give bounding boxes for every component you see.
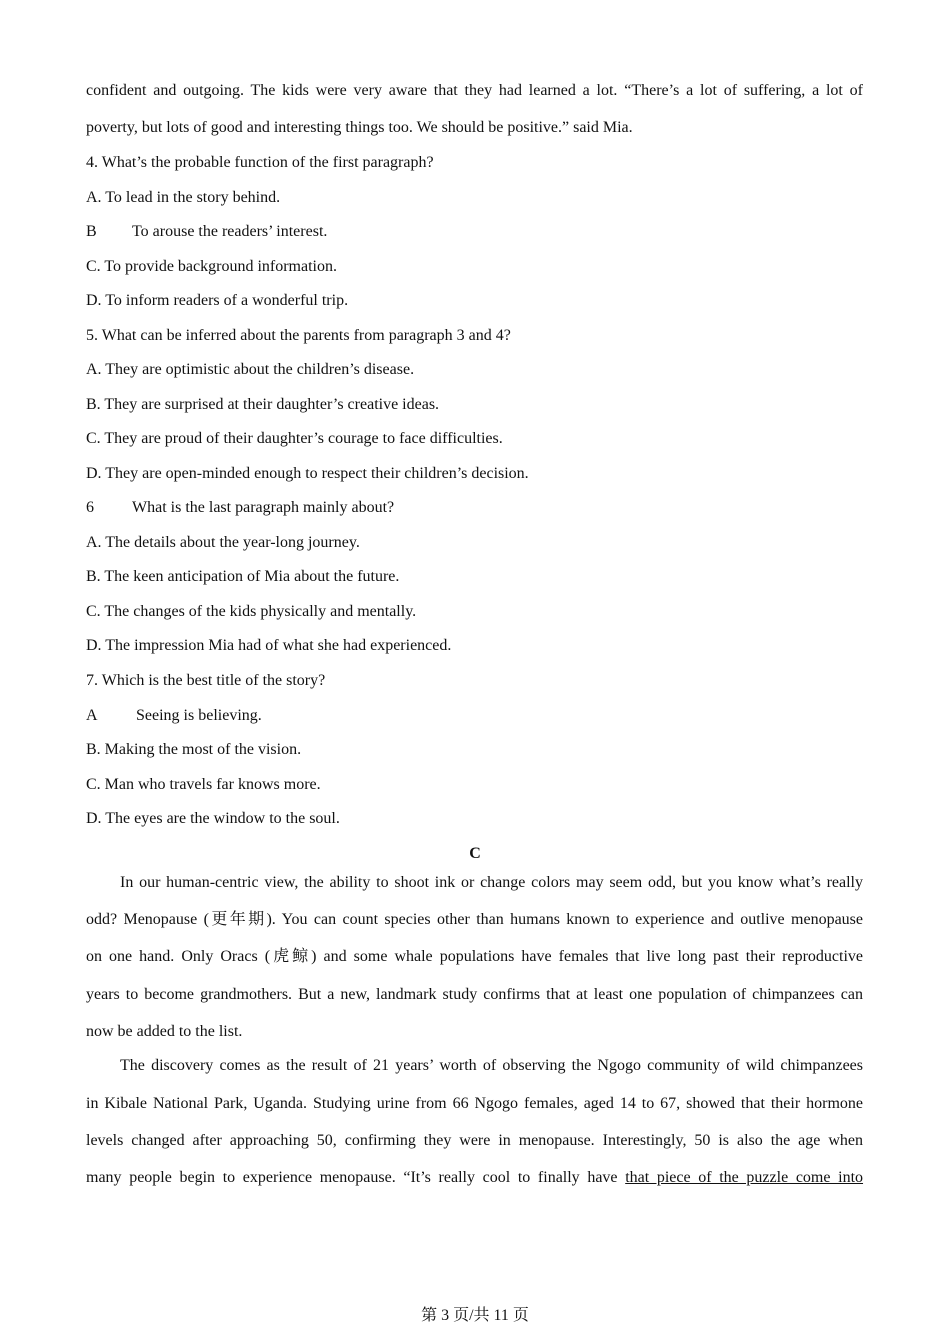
q5-option-c: C. They are proud of their daughter’s courage to face difficulties. <box>86 430 503 447</box>
q4-option-b <box>86 222 327 242</box>
q5-option-a: A. They are optimistic about the children’s disease. <box>86 361 415 378</box>
question-6-stem <box>86 498 394 518</box>
option-text: Seeing is believing. <box>136 707 262 724</box>
question-5-stem: 5. What can be inferred about the parents from paragraph 3 and 4? <box>86 327 511 344</box>
question-text: What is the last paragraph mainly about? <box>132 499 395 516</box>
option-letter: B <box>86 223 97 240</box>
q6-option-c: C. The changes of the kids physically and mentally. <box>86 603 417 620</box>
question-4-stem: 4. What’s the probable function of the first paragraph? <box>86 154 434 171</box>
q6-option-d: D. The impression Mia had of what she had experienced. <box>86 637 452 654</box>
q6-option-b: B. The keen anticipation of Mia about the future. <box>86 568 400 585</box>
text-line: levels changed after approaching 50, confirming they were in menopause. Interestingly, 50 is also the age when <box>86 1132 863 1149</box>
text-line <box>86 1168 863 1188</box>
q7-option-d: D. The eyes are the window to the soul. <box>86 810 340 827</box>
text-line: In our human-centric view, the ability to shoot ink or change colors may seem odd, but you know what’s really <box>120 874 863 891</box>
q4-option-a: A. To lead in the story behind. <box>86 189 281 206</box>
text-line: years to become grandmothers. But a new, landmark study confirms that at least one population of chimpanzees can <box>86 986 863 1003</box>
option-text: To arouse the readers’ interest. <box>132 223 328 240</box>
text-line: now be added to the list. <box>86 1023 243 1040</box>
q6-option-a: A. The details about the year-long journey. <box>86 534 360 551</box>
text-line: in Kibale National Park, Uganda. Studying urine from 66 Ngogo females, aged 14 to 67, showed that their hormone <box>86 1095 863 1112</box>
text-line: odd? Menopause (更年期). You can count species other than humans known to experience and outlive menopause <box>86 911 863 928</box>
q7-option-b: B. Making the most of the vision. <box>86 741 302 758</box>
q4-option-d: D. To inform readers of a wonderful trip. <box>86 292 349 309</box>
section-heading: C <box>469 845 481 862</box>
question-number: 6 <box>86 499 94 516</box>
page-footer: 第 3 页/共 11 页 <box>421 1307 529 1324</box>
text-line: confident and outgoing. The kids were very aware that they had learned a lot. “There’s a lot of suffering, a lot of <box>86 82 863 99</box>
text-line: poverty, but lots of good and interesting things too. We should be positive.” said Mia. <box>86 119 633 136</box>
question-7-stem: 7. Which is the best title of the story? <box>86 672 326 689</box>
underlined-phrase: that piece of the puzzle come into <box>625 1169 864 1186</box>
text-line: on one hand. Only Oracs (虎鲸) and some whale populations have females that live long past their reproductive <box>86 948 863 965</box>
q7-option-a <box>86 706 262 726</box>
q7-option-c: C. Man who travels far knows more. <box>86 776 321 793</box>
q4-option-c: C. To provide background information. <box>86 258 337 275</box>
q5-option-d: D. They are open-minded enough to respect their children’s decision. <box>86 465 529 482</box>
text-line: The discovery comes as the result of 21 years’ worth of observing the Ngogo community of wild chimpanzees <box>120 1057 863 1074</box>
q5-option-b: B. They are surprised at their daughter’s creative ideas. <box>86 396 440 413</box>
option-letter: A <box>86 707 98 724</box>
text-segment: many people begin to experience menopause. “It’s really cool to finally have <box>86 1169 618 1186</box>
